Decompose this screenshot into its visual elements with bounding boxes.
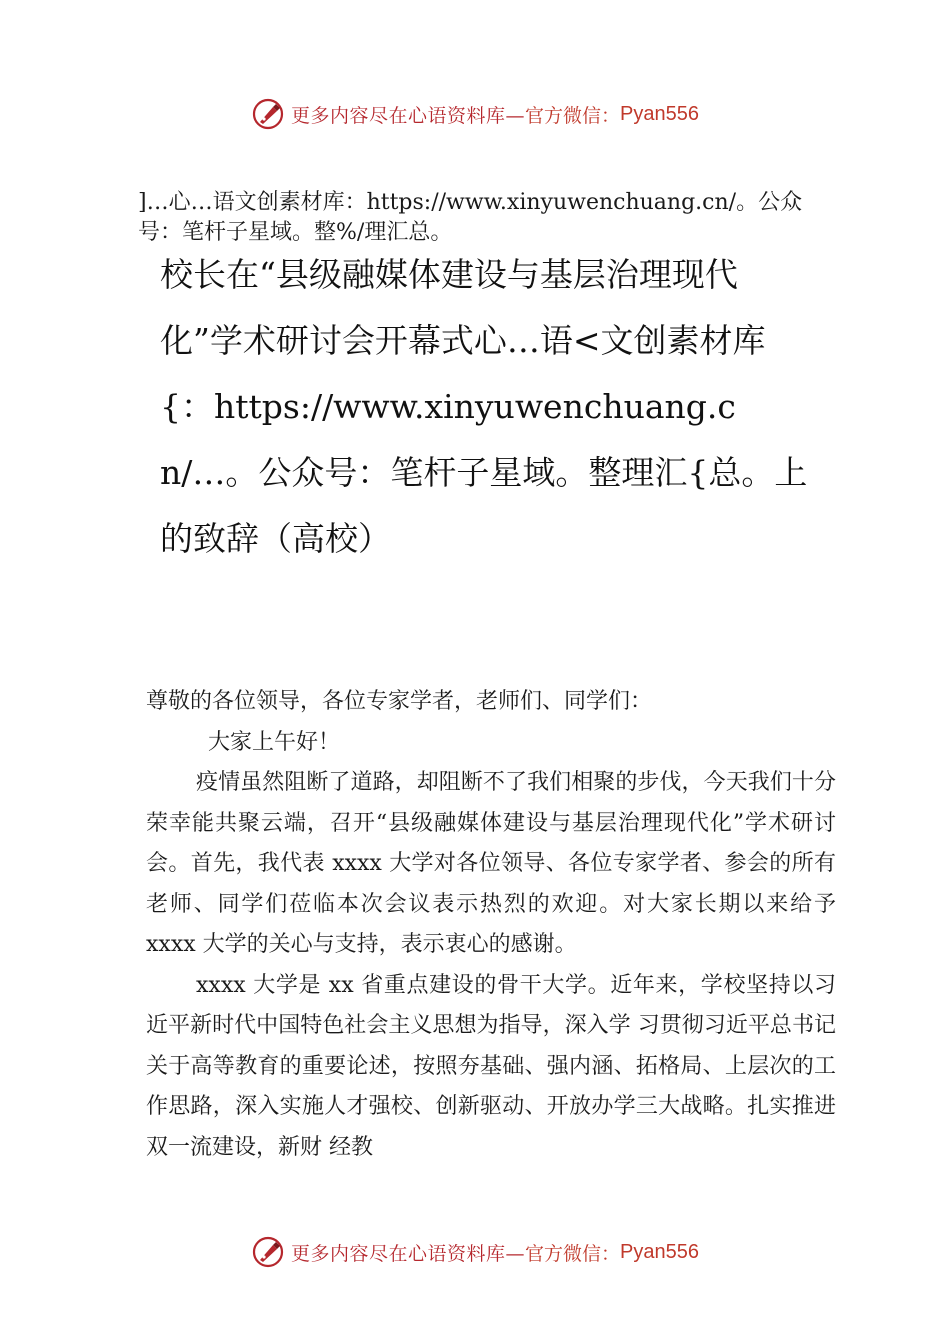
salutation: 尊敬的各位领导，各位专家学者，老师们、同学们： [146, 689, 653, 714]
paragraph: xxxx 大学是 xx 省重点建设的骨干大学。近年来，学校坚持以习近平新时代中国特色社会主义思想为指导，深入学 习贯彻习近平总书记关于高等教育的重要论述，按照夯基础、强内涵、拓格局、上层次的工作思路，深入实施人才强校、创新驱动、开放办学三大战略。扎实推进双一流建设，新财 经教 [146, 972, 836, 1160]
source-note: ]…心…语文创素材库：https://www.xinyuwenchuang.cn/。公众号：笔杆子星域。整%/理汇总。 [138, 190, 803, 245]
document-body [146, 682, 836, 1168]
banner-wechat-id: Pyan556 [620, 102, 699, 125]
document-title: 校长在“县级融媒体建设与基层治理现代化”学术研讨会开幕式心…语<文创素材库{：https://www.xinyuwenchuang.cn/…。公众号：笔杆子星域。整理汇{总。上的致辞（高校） [160, 255, 808, 558]
banner-text: 更多内容尽在心语资料库— [291, 104, 526, 127]
pen-nib-logo-icon [251, 1235, 285, 1269]
paragraph: 疫情虽然阻断了道路，却阻断不了我们相聚的步伐，今天我们十分荣幸能共聚云端，召开“县级融媒体建设与基层治理现代化”学术研讨会。首先，我代表 xxxx 大学对各位领导、各位专家学者、参会的所有老师、同学们莅临本次会议表示热烈的欢迎。对大家长期以来给予 xxxx 大学的关心与支持，表示衷心的感谢。 [146, 770, 836, 957]
banner-wechat-label: 官方微信： [525, 104, 621, 127]
header-banner [0, 94, 950, 134]
banner-wechat-id: Pyan556 [620, 1240, 699, 1263]
footer-banner [0, 1232, 950, 1272]
banner-text: 更多内容尽在心语资料库— [291, 1242, 526, 1265]
banner-wechat-label: 官方微信： [525, 1242, 621, 1265]
pen-nib-logo-icon [251, 97, 285, 131]
greeting: 大家上午好！ [208, 729, 341, 755]
